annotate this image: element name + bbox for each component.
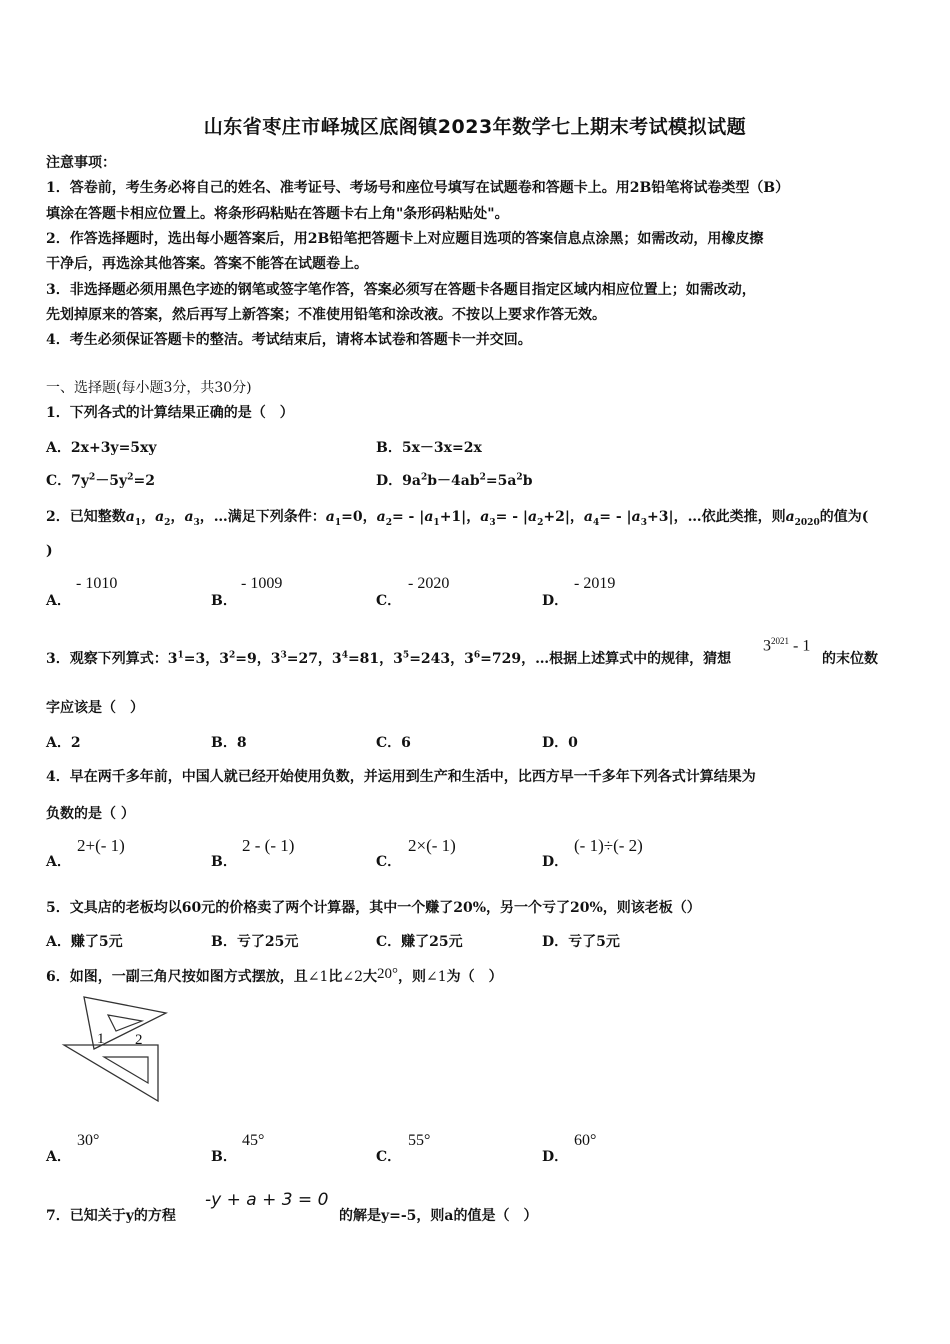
- q3-option-d: D．0: [542, 735, 578, 751]
- q6-option-d-label: D．: [542, 1149, 569, 1165]
- question-7-stem-right: 的解是y=-5，则a的值是（ ）: [339, 1208, 538, 1224]
- q7-equation: -y + a + 3 = 0: [205, 1190, 329, 1210]
- q6-option-b-label: B．: [211, 1149, 237, 1165]
- question-3-stem-left: 3．观察下列算式：$3^1=3$，$3^2=9$，$3^3=27$，$3^4=81$，$3^5=243$，$3^6=729$，…根据上述算式中的规律，猜想: [46, 650, 732, 667]
- q4-option-b-label: B．: [211, 854, 237, 870]
- figure-label-2: 2: [135, 1032, 143, 1048]
- q5-option-c: C．赚了25元: [376, 934, 463, 950]
- q2-option-a-value: - 1010: [76, 575, 118, 592]
- q6-option-c-label: C．: [376, 1149, 402, 1165]
- q1-option-d: D．$9a^2b-4ab^2=5a^2b$: [376, 472, 533, 489]
- notice-line: 先划掉原来的答案，然后再写上新答案；不准使用铅笔和涂改液。不按以上要求作答无效。: [46, 307, 606, 323]
- q6-option-c-value: 55°: [408, 1132, 431, 1149]
- q4-option-d-label: D．: [542, 854, 569, 870]
- triangle-rulers-figure: [60, 995, 170, 1105]
- q6-option-a-label: A．: [46, 1149, 71, 1165]
- q4-option-a-label: A．: [46, 854, 71, 870]
- upper-triangle-inner: [108, 1015, 142, 1031]
- q3-power-expression: $3^{2021} - 1$: [763, 636, 811, 655]
- question-3-stem-right: 的末位数: [822, 651, 878, 667]
- q2-option-b-value: - 1009: [241, 575, 283, 592]
- q5-option-a: A．赚了5元: [46, 934, 123, 950]
- q6-option-a-value: 30°: [77, 1132, 100, 1149]
- question-4-line2: 负数的是（ ）: [46, 806, 135, 822]
- q5-option-b: B．亏了25元: [211, 934, 299, 950]
- q4-option-a-expr: 2+(- 1): [77, 836, 125, 855]
- q3-option-c: C．6: [376, 735, 411, 751]
- lower-triangle-inner: [104, 1057, 148, 1083]
- q6-option-d-value: 60°: [574, 1132, 597, 1149]
- notice-heading: 注意事项：: [46, 155, 116, 171]
- section-heading: 一、选择题(每小题3分，共30分): [46, 380, 252, 396]
- q1-option-b: B．5x－3x=2x: [376, 440, 482, 456]
- question-7-stem-left: 7．已知关于y的方程: [46, 1208, 176, 1224]
- question-3-line2: 字应该是（ ）: [46, 700, 144, 716]
- notice-line: 填涂在答题卡相应位置上。将条形码粘贴在答题卡右上角"条形码粘贴处"。: [46, 206, 509, 222]
- q4-option-b-expr: 2 - (- 1): [242, 836, 295, 855]
- q4-option-c-label: C．: [376, 854, 402, 870]
- q2-option-b-label: B．: [211, 593, 237, 609]
- q4-option-c-expr: 2×(- 1): [408, 836, 456, 855]
- figure-label-1: 1: [97, 1031, 105, 1047]
- question-5-stem: 5．文具店的老板均以60元的价格卖了两个计算器，其中一个赚了20%，另一个亏了20%，则该老板（）: [46, 900, 701, 916]
- question-6-stem: 6．如图，一副三角尺按如图方式摆放，且∠1比∠2大20°，则∠1为（ ）: [46, 966, 503, 985]
- q5-option-d: D．亏了5元: [542, 934, 620, 950]
- notice-line: 2．作答选择题时，选出每小题答案后，用2B铅笔把答题卡上对应题目选项的答案信息点涂黑；如需改动，用橡皮擦: [46, 231, 764, 247]
- q2-option-c-label: C．: [376, 593, 402, 609]
- question-2-line2: ): [46, 543, 53, 559]
- notice-line: 3．非选择题必须用黑色字迹的钢笔或签字笔作答，答案必须写在答题卡各题目指定区域内相应位置上；如需改动，: [46, 282, 756, 298]
- page-title: 山东省枣庄市峄城区底阁镇2023年数学七上期末考试模拟试题: [203, 116, 747, 138]
- q4-option-d-expr: (- 1)÷(- 2): [574, 836, 643, 855]
- q2-option-a-label: A．: [46, 593, 71, 609]
- q1-option-c: C．$7y^2-5y^2=2$: [46, 472, 155, 489]
- q1-option-a: A．2x+3y=5xy: [46, 440, 157, 456]
- question-2-stem: 2．已知整数$a_1$，$a_2$，$a_3$，…满足下列条件：$a_1=0$，$a_2= - |a_1+1|$，$a_3= - |a_2+2|$，$a_4= - |a_3+3|$，…依此类推，则$a_{2020}$的值为(: [46, 509, 869, 528]
- q2-option-d-value: - 2019: [574, 575, 616, 592]
- notice-line: 1．答卷前，考生务必将自己的姓名、准考证号、考场号和座位号填写在试题卷和答题卡上。用2B铅笔将试卷类型（B）: [46, 180, 790, 196]
- q2-option-c-value: - 2020: [408, 575, 450, 592]
- q3-option-a: A．2: [46, 735, 81, 751]
- q2-option-d-label: D．: [542, 593, 569, 609]
- question-4-line1: 4．早在两千多年前，中国人就已经开始使用负数，并运用到生产和生活中，比西方早一千多年下列各式计算结果为: [46, 769, 756, 785]
- notice-line: 干净后，再选涂其他答案。答案不能答在试题卷上。: [46, 256, 368, 272]
- question-1-stem: 1．下列各式的计算结果正确的是（ ）: [46, 405, 294, 421]
- notice-line: 4．考生必须保证答题卡的整洁。考试结束后，请将本试卷和答题卡一并交回。: [46, 332, 532, 348]
- q3-option-b: B．8: [211, 735, 247, 751]
- q6-option-b-value: 45°: [242, 1132, 265, 1149]
- lower-triangle: [64, 1045, 158, 1101]
